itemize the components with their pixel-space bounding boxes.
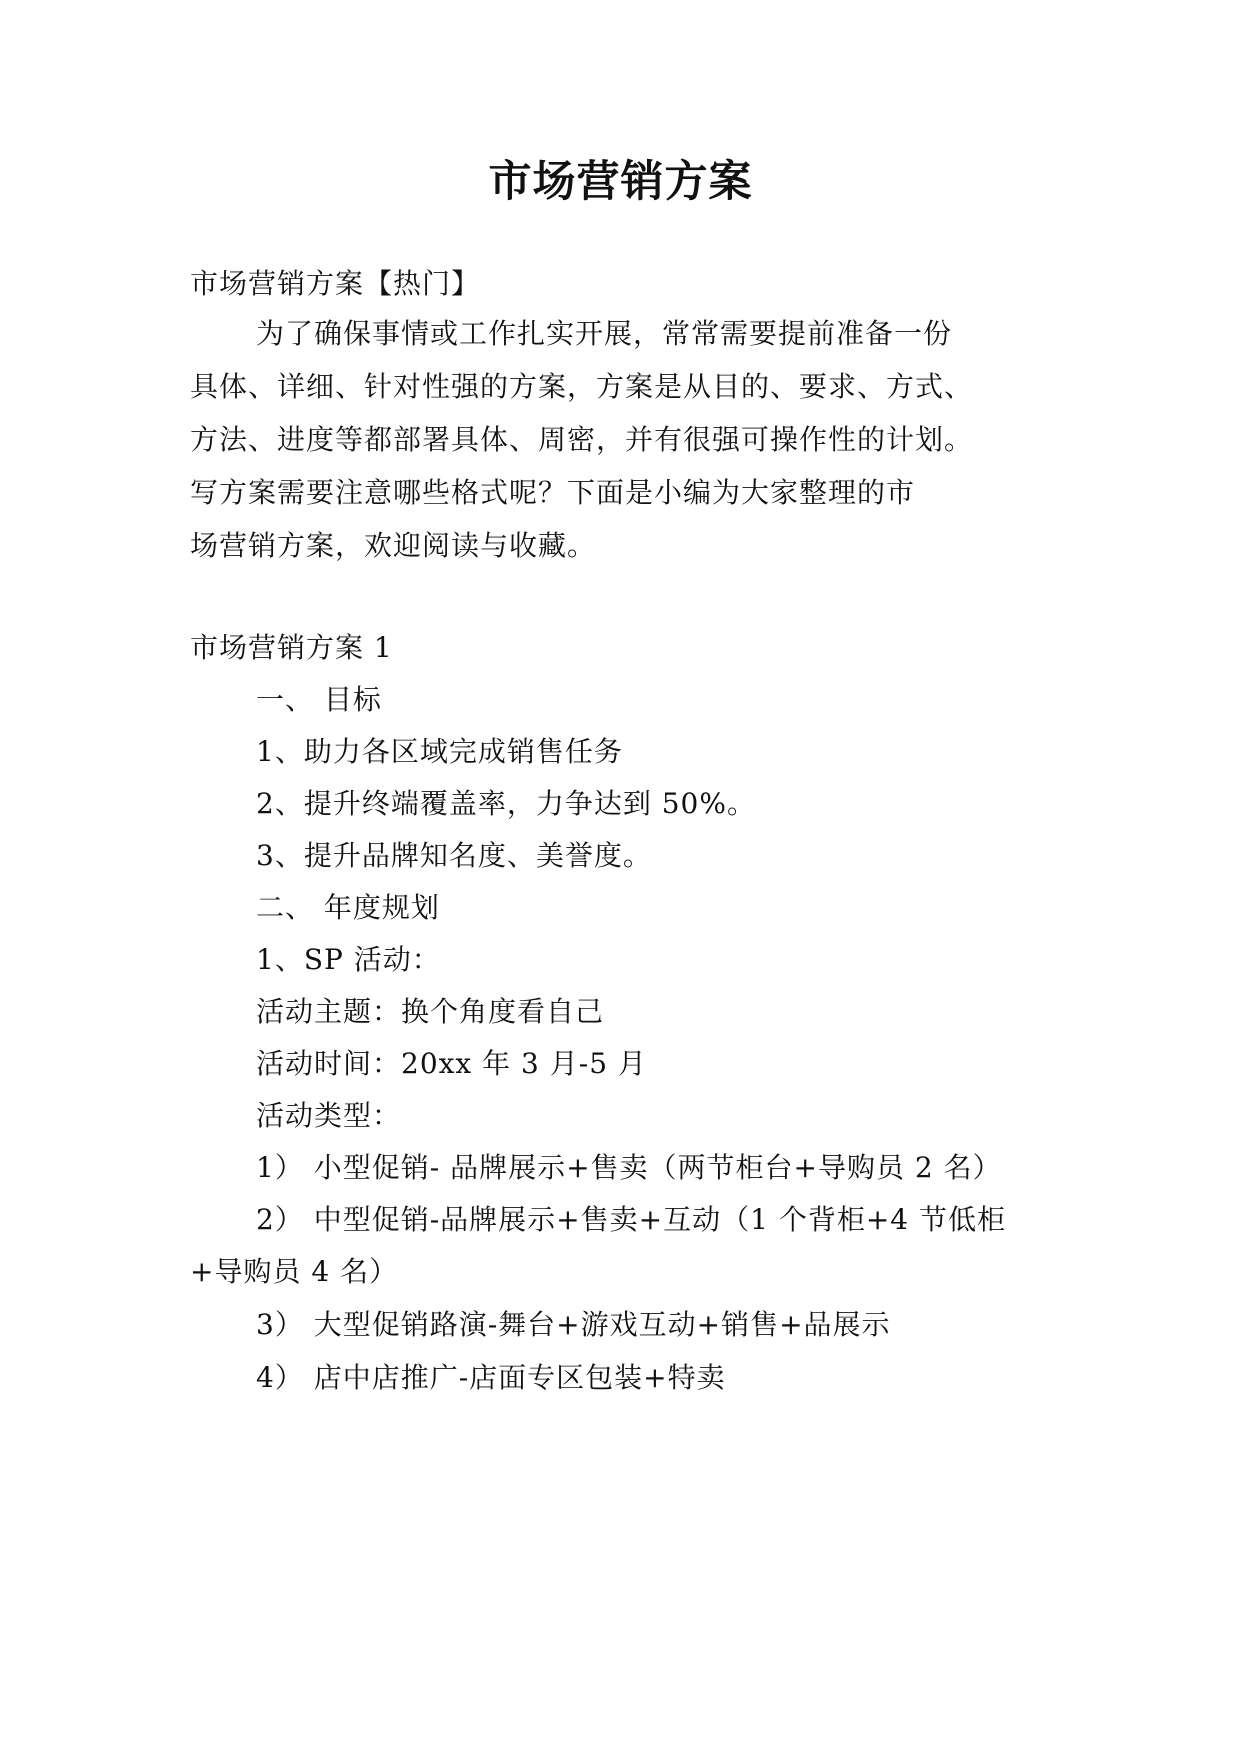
plan-heading: 二、 年度规划 [256, 891, 440, 924]
document-subtitle: 市场营销方案【热门】 [190, 267, 481, 300]
plan-line: 活动类型： [256, 1099, 402, 1132]
plan-line: 1） 小型促销- 品牌展示+售卖（两节柜台+导购员 2 名） [256, 1151, 1002, 1184]
intro-line: 写方案需要注意哪些格式呢？下面是小编为大家整理的市 [190, 476, 916, 509]
intro-line: 为了确保事情或工作扎实开展，常常需要提前准备一份 [256, 317, 953, 350]
plan-line: 3） 大型促销路演-舞台+游戏互动+销售+品展示 [256, 1308, 891, 1341]
plan-line: 活动时间：20xx 年 3 月-5 月 [256, 1047, 647, 1080]
plan-line: 活动主题：换个角度看自己 [256, 995, 605, 1028]
plan-line: 1、SP 活动： [256, 943, 441, 976]
intro-line: 方法、进度等都部署具体、周密，并有很强可操作性的计划。 [190, 423, 974, 456]
goal-item: 2、提升终端覆盖率，力争达到 50%。 [256, 787, 756, 820]
goal-item: 3、提升品牌知名度、美誉度。 [256, 839, 652, 872]
goal-item: 1、助力各区域完成销售任务 [256, 735, 623, 768]
goal-heading: 一、 目标 [256, 683, 382, 716]
section-title: 市场营销方案 1 [190, 631, 393, 664]
intro-line: 具体、详细、针对性强的方案，方案是从目的、要求、方式、 [190, 370, 974, 403]
plan-line: 2） 中型促销-品牌展示+售卖+互动（1 个背柜+4 节低柜 [256, 1203, 1006, 1236]
plan-line: +导购员 4 名） [190, 1255, 399, 1288]
plan-line: 4） 店中店推广-店面专区包装+特卖 [256, 1361, 726, 1394]
document-title: 市场营销方案 [488, 157, 753, 207]
intro-line: 场营销方案，欢迎阅读与收藏。 [190, 529, 597, 562]
